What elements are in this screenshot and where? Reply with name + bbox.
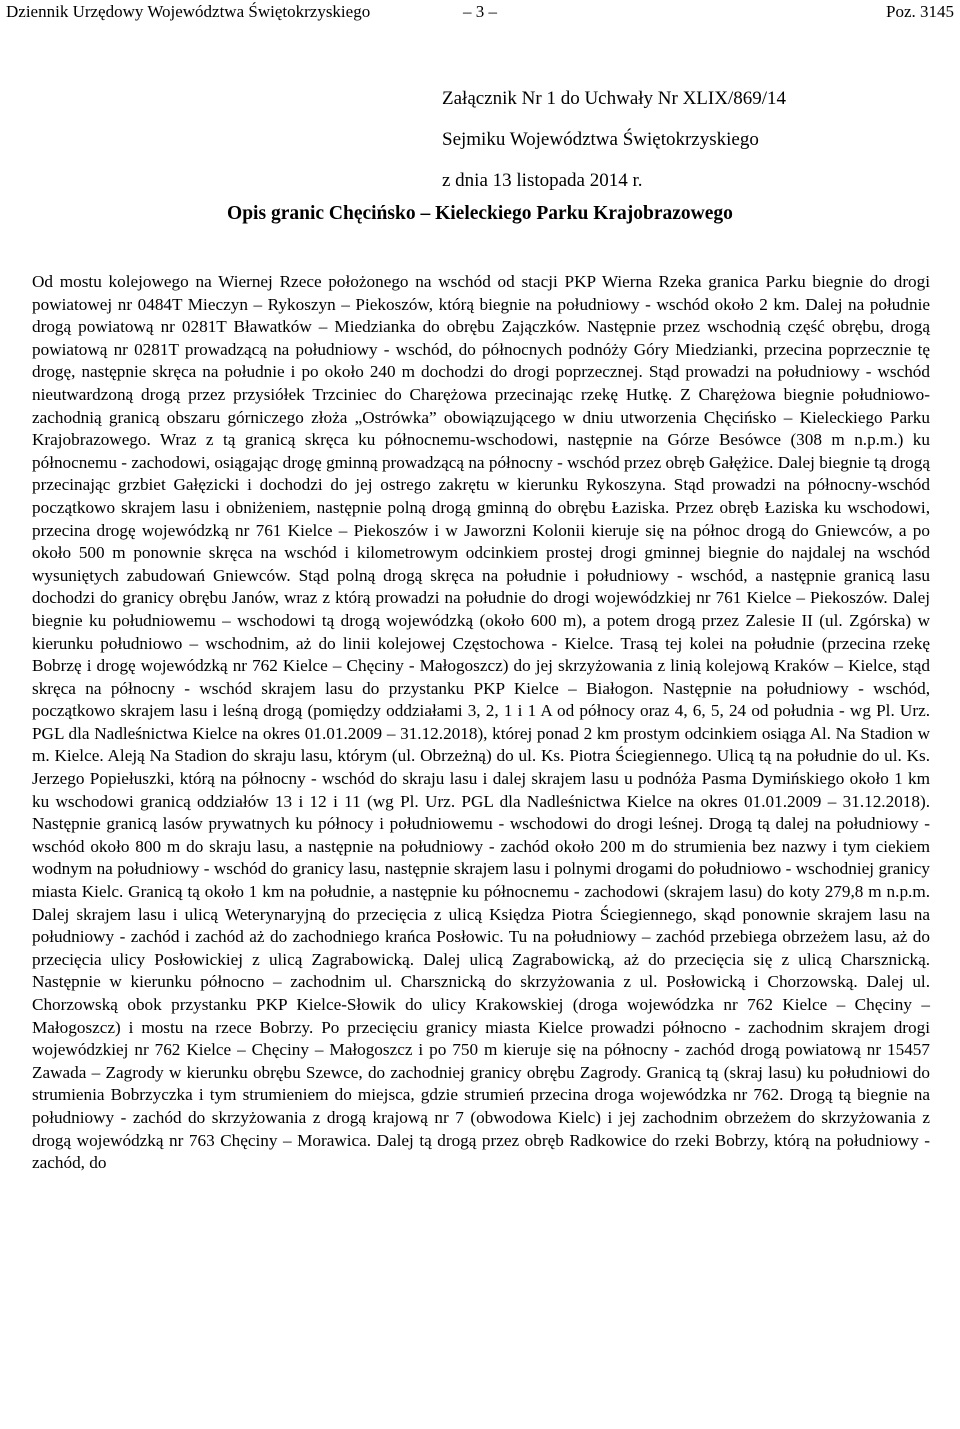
body-paragraph: Od mostu kolejowego na Wiernej Rzece położonego na wschód od stacji PKP Wierna Rzeka granica Parku biegnie do drogi powiatowej nr 0484T Mieczyn – Rykoszyn – Piekoszów, którą biegnie na południowy - wschód około 2 km. Dalej na południe drogą powiatową nr 0281T Bławatków – Miedzianka do obrębu Zajączków. Następnie przez wschodnią część obrębu, drogą powiatową nr 0281T prowadzącą na południowy - wschód, do północnych podnóży Góry Miedzianki, przecina poprzecznie tę drogę, następnie skręca na południe i po około 240 m dochodzi do drogi poprzecznej. Stąd prowadzi na południowy - wschód nieutwardzoną drogą przez przysiółek Trzciniec do Charężowa przecinając rzekę Hutkę. Z Charężowa biegnie południowo-zachodnią granicą obszaru górniczego złoża „Ostrówka” obowiązującego w dniu utworzenia Chęcińsko – Kieleckiego Parku Krajobrazowego. Wraz z tą granicą skręca ku północnemu-wschodowi, następnie na Górze Besówce (308 m n.p.m.) ku północnemu - zachodowi, osiągając drogę gminną prowadzącą na północny - wschód przez obręb Gałężice. Dalej biegnie tą drogą przecinając grzbiet Gałęzicki i dochodzi do jej ostrego zakrętu w kierunku Rykoszyna. Stąd prowadzi na północny-wschód początkowo skrajem lasu i obniżeniem, następnie polną drogą gminną do obrębu Łaziska. Przez obręb Łaziska ku wschodowi, przecina drogę wojewódzką nr 761 Kielce – Piekoszów i w Jaworzni Kolonii kieruje się na północ drogą do Gniewców, a po około 500 m ponownie skręca na wschód i kilometrowym odcinkiem prostej drogi gminnej biegnie do najdalej na wschód wysuniętych zabudowań Gniewców. Stąd polną drogą skręca na południe i południowy - wschód, a następnie granicą lasu dochodzi do granicy obrębu Janów, wraz z którą prowadzi na południe do drogi wojewódzkiej nr 761 Kielce – Piekoszów. Dalej biegnie ku południowemu – wschodowi tą drogą wojewódzką (około 600 m), a potem drogą przez Zalesie II (ul. Zgórska) w kierunku południowo – wschodnim, aż do linii kolejowej Częstochowa - Kielce. Trasą tej kolei na południe (przecina rzekę Bobrzę i drogę wojewódzką nr 762 Kielce – Chęciny - Małogoszcz) do jej skrzyżowania z linią kolejową Kraków – Kielce, stąd skręca na północny - wschód skrajem lasu do przystanku PKP Kielce – Białogon. Następnie na południowy - wschód, początkowo skrajem lasu i leśną drogą (pomiędzy oddziałami 3, 2, 1 i 1 A od północy oraz 4, 6, 5, 24 od południa - wg Pl. Urz. PGL dla Nadleśnictwa Kielce na okres 01.01.2009 – 31.12.2018), której ponad 2 km prostym odcinkiem osiąga Al. Na Stadion w m. Kielce. Aleją Na Stadion do skraju lasu, którym (ul. Obrzeżną) do ul. Ks. Piotra Ściegiennego. Ulicą tą na południe do ul. Ks. Jerzego Popiełuszki, którą na północny - wschód do skraju lasu i dalej skrajem lasu u podnóża Pasma Dymińskiego około 1 km ku wschodowi granicą oddziałów 13 i 12 i 11 (wg Pl. Urz. PGL dla Nadleśnictwa Kielce na okres 01.01.2009 – 31.12.2018). Następnie granicą lasów prywatnych ku północy i południowemu - wschodowi do drogi leśnej. Drogą tą dalej na południowy - wschód około 800 m do skraju lasu, a następnie na południowy - zachód około 200 m do strumienia bez nazwy i tym ciekiem wodnym na południowy - wschód do granicy lasu, następnie skrajem lasu i polnymi drogami do południowo - wschodniej granicy miasta Kielc. Granicą tą około 1 km na południe, a następnie ku północnemu - zachodowi (skrajem lasu) do koty 279,8 m n.p.m. Dalej skrajem lasu i ulicą Weterynaryjną do przecięcia z ulicą Księdza Piotra Ściegiennego, skąd ponownie skrajem lasu na południowy - zachód i zachód aż do zachodniego krańca Posłowic. Tu na południowy – zachód przebiega obrzeżem lasu, aż do przecięcia ulicy Posłowickiej z ulicą Zagrabowicką. Dalej ulicą Zagrabowicką, aż do przecięcia się z ulicą Charsznicką. Następnie w kierunku północno – zachodnim ul. Charsznicką do skrzyżowania z ul. Posłowicką i Chorzowską. Dalej ul. Chorzowską obok przystanku PKP Kielce-Słowik do ulicy Krakowskiej (droga wojewódzka nr 762 Kielce – Chęciny – Małogoszcz) i mostu na rzece Bobrzy. Po przecięciu granicy miasta Kielce prowadzi północno - zachodnim skrajem drogi wojewódzkiej nr 762 Kielce – Chęciny – Małogoszcz i po 750 m kieruje się na północny - zachód drogą powiatową nr 15457 Zawada – Zagrody w kierunku obrębu Szewce, do zachodniej granicy obrębu Zagrody. Granicą tą (skraj lasu) ku południowi do strumienia Bobrzyczka i tym strumieniem do miejsca, gdzie strumień przecina droga wojewódzka nr 762. Drogą tą biegnie na południowy - zachód do skrzyżowania z drogą krajową nr 7 (obwodowa Kielc) i jej zachodnim obrzeżem do skrzyżowania z drogą wojewódzką nr 763 Chęciny – Morawica. Dalej tą drogą przez obręb Radkowice do rzeki Bobrzy, którą na południowy - zachód, do [32,272,930,1173]
annex-reference [442,78,786,201]
annex-line-1: Załącznik Nr 1 do Uchwały Nr XLIX/869/14 [442,88,787,109]
position-number: Poz. 3145 [886,2,954,21]
page-header [6,2,954,26]
boundary-description [32,271,930,1175]
journal-name: Dziennik Urzędowy Województwa Świętokrzyskiego [6,2,371,21]
page-number: – 3 – [463,2,497,21]
annex-line-3: z dnia 13 listopada 2014 r. [442,170,643,191]
annex-line-2: Sejmiku Województwa Świętokrzyskiego [442,129,759,150]
document-title: Opis granic Chęcińsko – Kieleckiego Parku Krajobrazowego [227,203,733,224]
